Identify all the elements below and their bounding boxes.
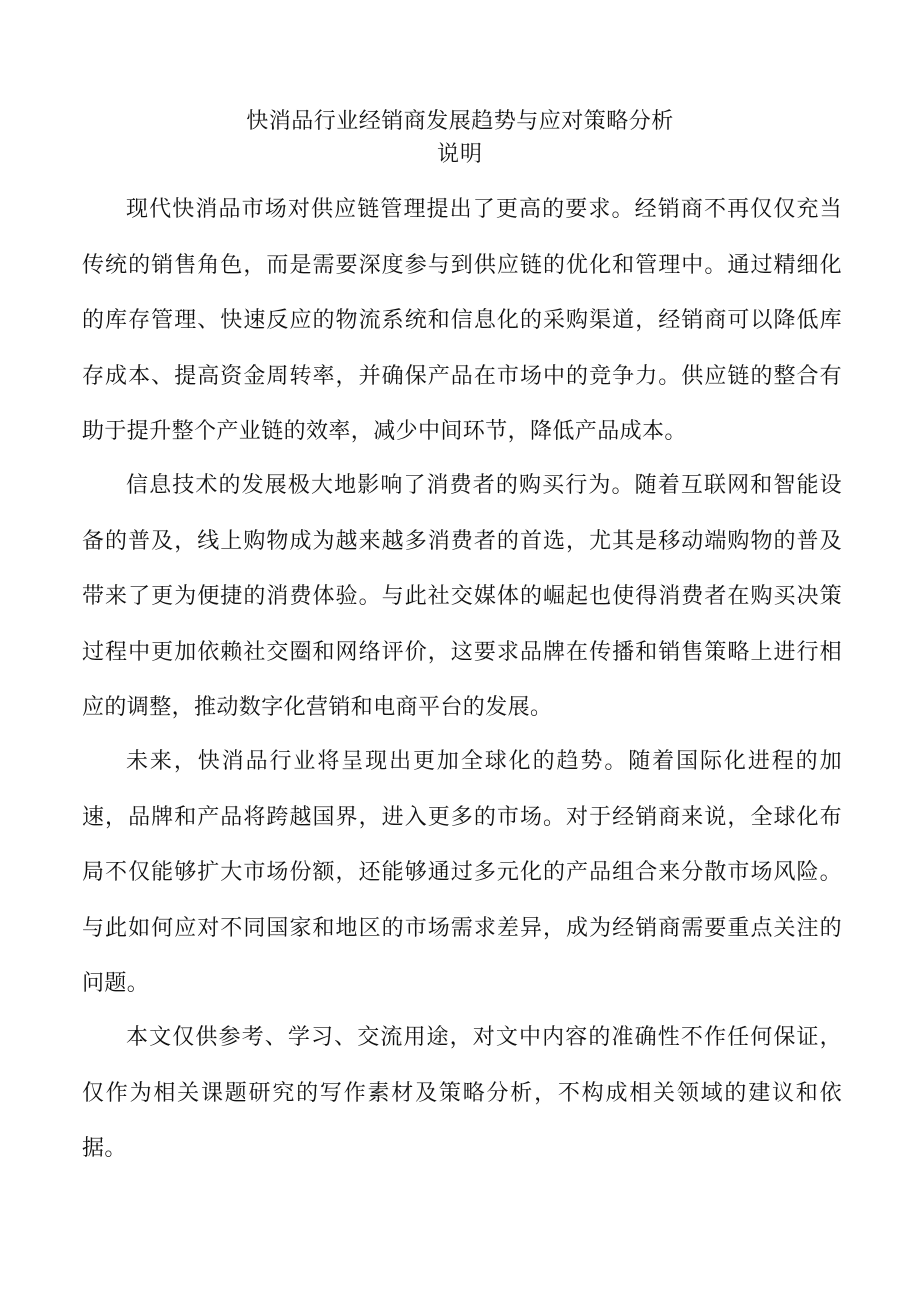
- paragraph-consumer-behavior: 信息技术的发展极大地影响了消费者的购买行为。随着互联网和智能设备的普及，线上购物成为越来越多消费者的首选，尤其是移动端购物的普及带来了更为便捷的消费体验。与此社交媒体的崛起也使得消费者在购买决策过程中更加依赖社交圈和网络评价，这要求品牌在传播和销售策略上进行相应的调整，推动数字化营销和电商平台的发展。: [82, 473, 842, 720]
- document-subtitle: 说明: [436, 142, 483, 167]
- document-title: 快消品行业经销商发展趋势与应对策略分析: [246, 109, 674, 134]
- paragraph-globalization: 未来，快消品行业将呈现出更加全球化的趋势。随着国际化进程的加速，品牌和产品将跨越国界，进入更多的市场。对于经销商来说，全球化布局不仅能够扩大市场份额，还能够通过多元化的产品组合来分散市场风险。与此如何应对不同国家和地区的市场需求差异，成为经销商需要重点关注的问题。: [82, 749, 842, 996]
- paragraph-disclaimer: 本文仅供参考、学习、交流用途，对文中内容的准确性不作任何保证，仅作为相关课题研究的写作素材及策略分析，不构成相关领域的建议和依据。: [82, 1025, 842, 1161]
- paragraph-supply-chain: 现代快消品市场对供应链管理提出了更高的要求。经销商不再仅仅充当传统的销售角色，而是需要深度参与到供应链的优化和管理中。通过精细化的库存管理、快速反应的物流系统和信息化的采购渠道，经销商可以降低库存成本、提高资金周转率，并确保产品在市场中的竞争力。供应链的整合有助于提升整个产业链的效率，减少中间环节，降低产品成本。: [82, 197, 842, 444]
